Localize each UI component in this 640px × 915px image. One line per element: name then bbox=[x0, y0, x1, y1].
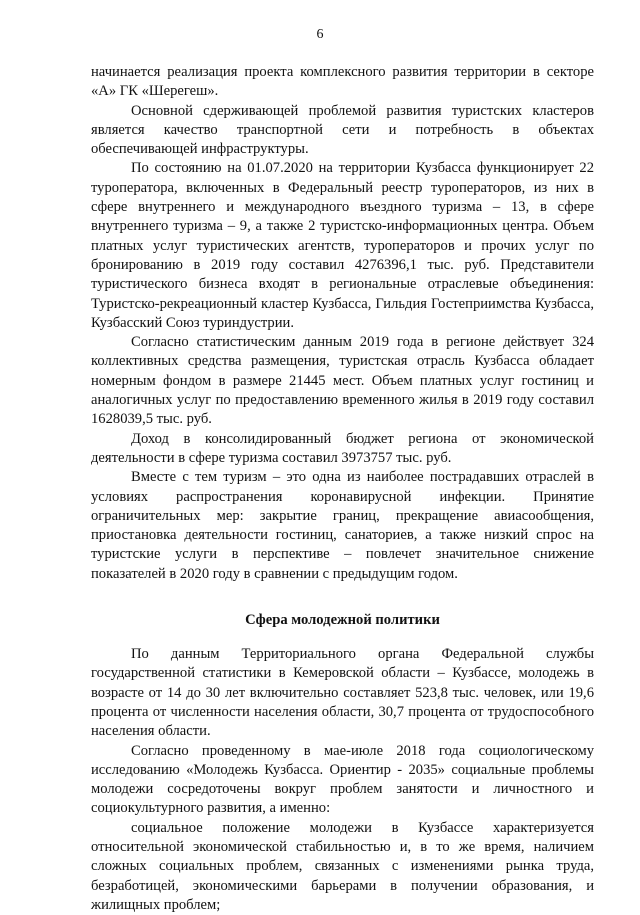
paragraph: Основной сдерживающей проблемой развития туристских кластеров является качество транспортной сети и потребность в объектах обеспечивающей инфраструктуры. bbox=[91, 102, 594, 158]
paragraph: Вместе с тем туризм – это одна из наиболее пострадавших отраслей в условиях распространения коронавирусной инфекции. Принятие ограничительных мер: закрытие границ, прекращение авиасообщения, приостановка деятельности гостиниц, санаториев, а также низкий спрос на туристские услуги в перспективе – повлечет значительное снижение показателей в 2020 году в сравнении с предыдущим годом. bbox=[91, 469, 594, 582]
document-body bbox=[91, 63, 594, 915]
section-heading: Сфера молодежной политики bbox=[245, 612, 440, 629]
paragraph: Согласно статистическим данным 2019 года в регионе действует 324 коллективных средства размещения, туристская отрасль Кузбасса обладает номерным фондом в размере 21445 мест. Объем платных услуг гостиниц и аналогичных услуг по предоставлению временного жилья в 2019 году составил 1628039,5 тыс. руб. bbox=[91, 334, 594, 428]
page-number: 6 bbox=[316, 27, 324, 42]
paragraph: социальное положение молодежи в Кузбассе характеризуется относительной экономической стабильностью и, в то же время, наличием сложных социальных проблем, связанных с изменениями рынка труда, безработицей, экономическими барьерами в получении образования, и жилищных проблем; bbox=[91, 819, 594, 913]
paragraph: Доход в консолидированный бюджет региона от экономической деятельности в сфере туризма составил 3973757 тыс. руб. bbox=[91, 430, 594, 466]
paragraph: По данным Территориального органа Федеральной службы государственной статистики в Кемеровской области – Кузбассе, молодежь в возрасте от 14 до 30 лет включительно составляет 523,8 тыс. человек, или 19,6 процента от численности населения области, 30,7 процента от трудоспособного населения области. bbox=[91, 646, 594, 740]
paragraph: Согласно проведенному в мае-июле 2018 года социологическому исследованию «Молодежь Кузбасса. Ориентир - 2035» социальные проблемы молодежи сосредоточены вокруг проблем занятости и личностного и социокультурного развития, а именно: bbox=[91, 742, 594, 817]
paragraph: По состоянию на 01.07.2020 на территории Кузбасса функционирует 22 туроператора, включенных в Федеральный реестр туроператоров, из них в сфере внутреннего и международного въездного туризма – 13, в сфере внутреннего туризма – 9, а также 2 туристско-информационных центра. Объем платных услуг туристических агентств, туроператоров и прочих услуг по бронированию в 2019 году составил 4276396,1 тыс. руб. Представители туристического бизнеса входят в региональные отраслевые объединения: Туристско-рекреационный кластер Кузбасса, Гильдия Гостеприимства Кузбасса, Кузбасский Союз туриндустрии. bbox=[91, 160, 594, 331]
paragraph: начинается реализация проекта комплексного развития территории в секторе «А» ГК «Шерегеш». bbox=[91, 64, 594, 100]
